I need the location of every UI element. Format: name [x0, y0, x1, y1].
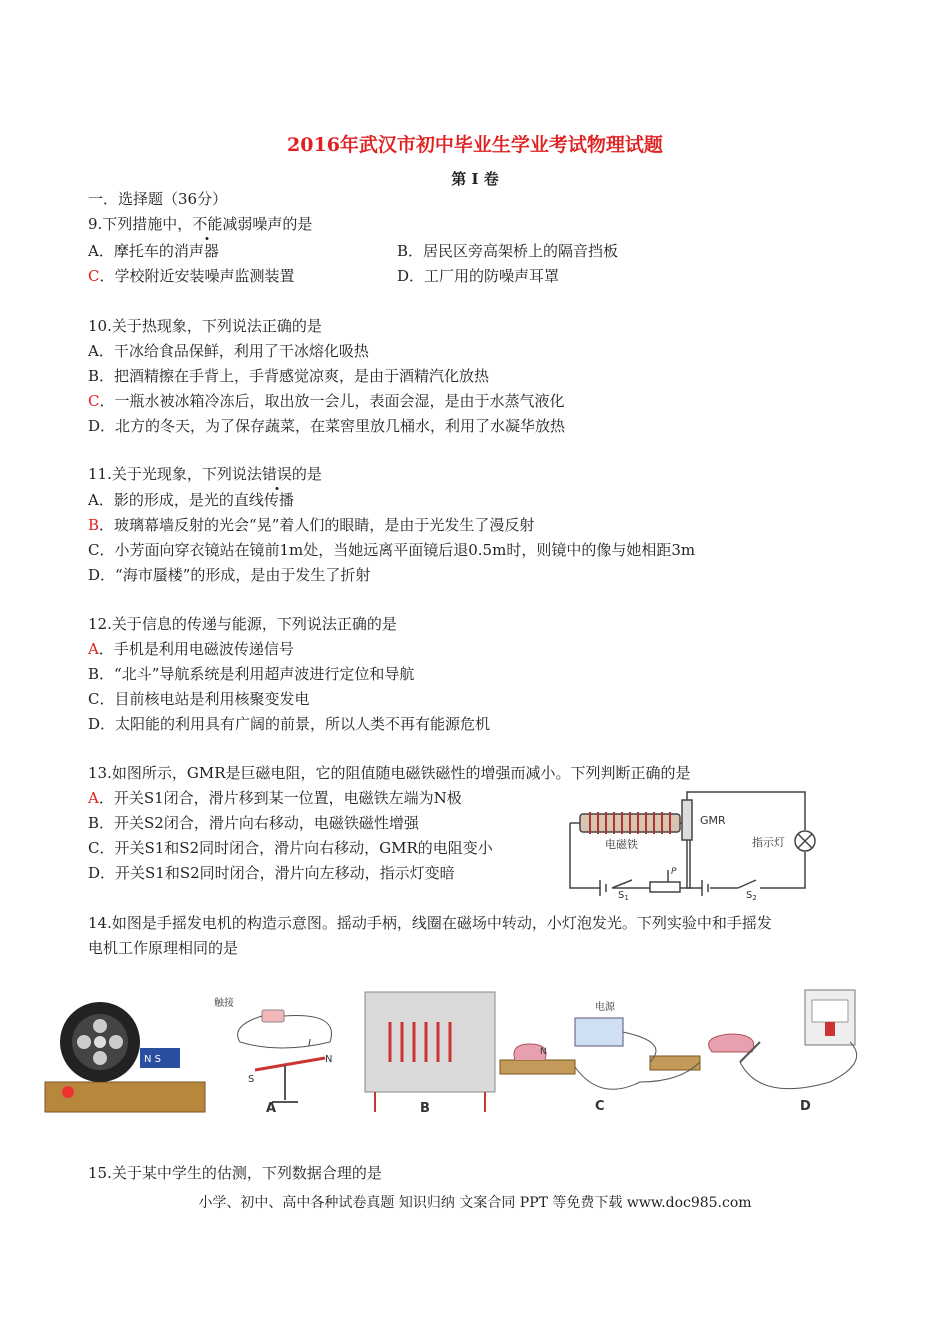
q9-option-d: D．工厂用的防噪声耳罩: [397, 267, 560, 285]
q9-option-c: [88, 266, 295, 286]
figure-a-label: A: [266, 1101, 277, 1116]
footer-ad: 小学、初中、高中各种试卷真题 知识归纳 文案合同 PPT 等免费下载 www.doc985.com: [198, 1195, 752, 1211]
figure-d-label: D: [800, 1099, 811, 1114]
q9-stem-post: 减弱噪声的是: [222, 215, 313, 233]
q12-option-c: C．目前核电站是利用核聚变发电: [88, 690, 310, 708]
battery-left: [600, 880, 606, 896]
right-circuit-wire: [687, 792, 805, 888]
q11-option-a: A．影的形成，是光的直线传播: [88, 491, 294, 509]
q9-option-c-text: ．学校附近安装噪声监测装置: [99, 267, 295, 285]
q14-stem-line1: 14.如图是手摇发电机的构造示意图。摇动手柄，线圈在磁场中转动，小灯泡发光。下列实验中和手摇发: [88, 914, 772, 932]
q9-stem: [88, 214, 312, 234]
s2-label: $S_2$: [746, 890, 757, 900]
q10-option-d: D．北方的冬天，为了保存蔬菜，在菜窖里放几桶水，利用了水凝华放热: [88, 417, 566, 435]
power-label: 电源: [595, 1002, 615, 1013]
q9-option-b: B．居民区旁高架桥上的隔音挡板: [397, 242, 619, 260]
q9-stem-pre: 9.下列措施中，: [88, 215, 193, 233]
switch-s2: [738, 880, 756, 888]
q13-circuit-diagram: [560, 790, 820, 900]
option-a-figure: [214, 996, 332, 1116]
q10-option-c: [88, 391, 565, 411]
q13-option-b: B．开关S2闭合，滑片向右移动，电磁铁磁性增强: [88, 814, 419, 832]
battery-right: [702, 880, 708, 896]
q13-option-a-text: ．开关S1闭合，滑片移到某一位置，电磁铁左端为N极: [98, 789, 462, 807]
exam-title: 2016年武汉市初中毕业生学业考试物理试题: [287, 134, 663, 156]
q12-stem: 12.关于信息的传递与能源，下列说法正确的是: [88, 615, 397, 633]
q13-stem: 13.如图所示，GMR是巨磁电阻，它的阻值随电磁铁磁性的增强而减小。下列判断正确的是: [88, 764, 691, 782]
q12-option-a: [88, 639, 294, 659]
current-i-label: I: [308, 1038, 311, 1049]
q9-answer-letter: C: [88, 267, 100, 285]
slider-rheostat: [650, 882, 680, 892]
lamp-cross: [798, 834, 812, 848]
q10-option-c-text: ．一瓶水被冰箱冷冻后，取出放一会儿，表面会湿，是由于水蒸气液化: [99, 392, 565, 410]
option-c-figure: [500, 1000, 700, 1114]
magnet-n-label-c: N: [540, 1047, 547, 1057]
section-heading: 一．选择题（36分）: [88, 190, 228, 208]
q10-answer-letter: C: [88, 392, 100, 410]
q10-option-a: A．干冰给食品保鲜，利用了干冰熔化吸热: [88, 342, 369, 360]
q12-answer-letter: A: [88, 640, 99, 658]
figure-b-label: B: [420, 1101, 430, 1116]
q11-option-b-text: ．玻璃幕墙反射的光会“晃”着人们的眼睛，是由于光发生了漫反射: [99, 516, 535, 534]
electromagnet-label: 电磁铁: [605, 838, 638, 851]
q11-stem: [88, 464, 322, 484]
hand-generator-image: [45, 1002, 205, 1112]
q11-option-d: D．“海市蜃楼”的形成，是由于发生了折射: [88, 566, 371, 584]
q13-option-a: [88, 788, 462, 808]
touch-label: 触接: [214, 998, 234, 1009]
q12-option-b: B．“北斗”导航系统是利用超声波进行定位和导航: [88, 665, 415, 683]
needle-s-label: S: [248, 1074, 255, 1085]
option-d-figure: [709, 990, 857, 1114]
q11-stem-post: 的是: [291, 465, 322, 483]
q15-stem: 15.关于某中学生的估测，下列数据合理的是: [88, 1164, 382, 1182]
q11-stem-emphasis: 错误: [261, 465, 292, 483]
lamp-label: 指示灯: [752, 836, 785, 849]
q14-figures: [40, 982, 870, 1122]
figure-c-label: C: [595, 1099, 605, 1114]
q11-stem-pre: 11.关于光现象，下列说法: [88, 465, 262, 483]
volume-label: 第 I 卷: [451, 170, 499, 188]
p-label: P: [671, 867, 677, 877]
q11-option-b: [88, 515, 534, 535]
gmr-resistor: [682, 800, 692, 840]
q12-option-a-text: ．手机是利用电磁波传递信号: [98, 640, 294, 658]
q9-stem-emphasis: 不能: [192, 215, 223, 233]
q10-stem: 10.关于热现象，下列说法正确的是: [88, 317, 322, 335]
q11-option-c: C．小芳面向穿衣镜站在镜前1m处，当她远离平面镜后退0.5m时，则镜中的像与她相距3m: [88, 541, 696, 559]
q12-option-d: D．太阳能的利用具有广阔的前景，所以人类不再有能源危机: [88, 715, 491, 733]
q13-option-c: C．开关S1和S2同时闭合，滑片向右移动，GMR的电阻变小: [88, 839, 493, 857]
q13-option-d: D．开关S1和S2同时闭合，滑片向左移动，指示灯变暗: [88, 864, 455, 882]
option-b-figure: [365, 992, 495, 1116]
gmr-label: GMR: [700, 814, 726, 827]
q11-answer-letter: B: [88, 516, 100, 534]
generator-magnet-label: N S: [144, 1054, 162, 1065]
q10-option-b: B．把酒精擦在手背上，手背感觉凉爽，是由于酒精汽化放热: [88, 367, 490, 385]
q14-stem-line2: 电机工作原理相同的是: [88, 939, 239, 957]
q9-option-a: A．摩托车的消声器: [88, 242, 219, 260]
needle-n-label: N: [325, 1054, 333, 1065]
switch-s1: [612, 880, 632, 888]
q13-answer-letter: A: [88, 789, 99, 807]
s1-label: $S_1$: [618, 890, 629, 900]
